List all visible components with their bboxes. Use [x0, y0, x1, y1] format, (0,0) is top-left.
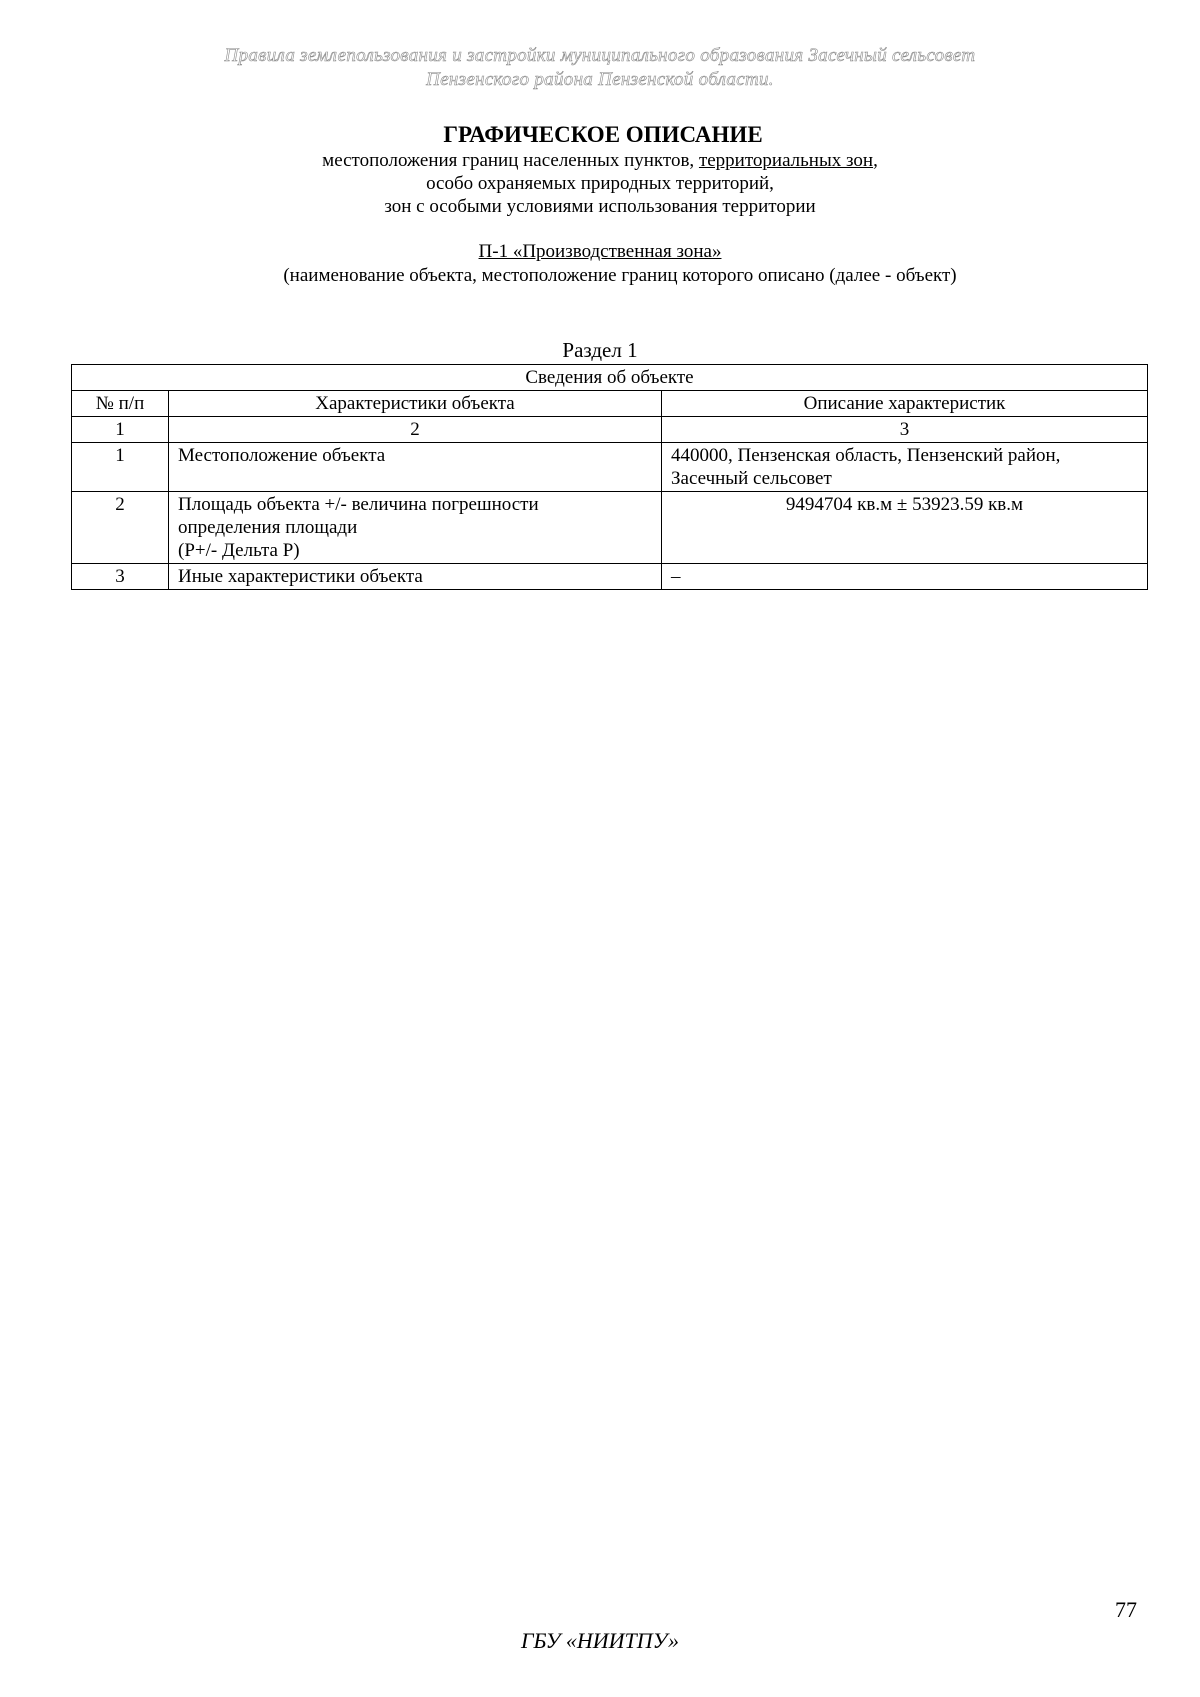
table-caption-row [72, 365, 1148, 391]
numbering-1: 1 [72, 417, 169, 443]
header-line-1: Правила землепользования и застройки муниципального образования Засечный сельсовет [224, 45, 976, 66]
row-value: 9494704 кв.м ± 53923.59 кв.м [662, 492, 1148, 564]
object-caption: (наименование объекта, местоположение границ которого описано (далее - объект) [283, 265, 957, 286]
section-title: Раздел 1 [562, 338, 638, 362]
numbering-2: 2 [169, 417, 662, 443]
table-row [72, 564, 1148, 590]
row-value: – [662, 564, 1148, 590]
row-name-line-2: определения площади [178, 517, 358, 538]
header-characteristics: Характеристики объекта [169, 391, 662, 417]
row-value: 440000, Пензенская область, Пензенский район, Засечный сельсовет [662, 443, 1148, 492]
table-header-row [72, 391, 1148, 417]
subtitle-line-1-a: местоположения границ населенных пунктов, [322, 150, 699, 171]
row-name-line-1: Площадь объекта +/- величина погрешности [178, 494, 539, 515]
subtitle-line-1-c: , [873, 150, 878, 171]
numbering-3: 3 [662, 417, 1148, 443]
object-name-text: П-1 «Производственная зона» [478, 241, 722, 262]
header-line-2: Пензенского района Пензенской области. [426, 69, 774, 90]
row-num: 3 [72, 564, 169, 590]
header-description: Описание характеристик [662, 391, 1148, 417]
table-numbering-row [72, 417, 1148, 443]
page-number: 77 [1115, 1597, 1137, 1622]
row-name: Местоположение объекта [169, 443, 662, 492]
subtitle-territorial-zones: территориальных зон [698, 150, 874, 171]
subtitle-line-3: зон с особыми условиями использования территории [384, 196, 816, 217]
header-num: № п/п [72, 391, 169, 417]
row-name [169, 492, 662, 564]
table-caption: Сведения об объекте [72, 365, 1148, 391]
table-row [72, 443, 1148, 492]
document-header [0, 44, 1200, 92]
subtitle-line-1 [0, 149, 1200, 172]
main-title: ГРАФИЧЕСКОЕ ОПИСАНИЕ [443, 122, 763, 147]
object-info-table [71, 364, 1148, 590]
footer-organization: ГБУ «НИИТПУ» [520, 1628, 680, 1653]
object-name [0, 240, 1200, 263]
table-row [72, 492, 1148, 564]
row-name: Иные характеристики объекта [169, 564, 662, 590]
row-name-line-3: (P+/- Дельта P) [178, 540, 300, 561]
row-num: 2 [72, 492, 169, 564]
row-num: 1 [72, 443, 169, 492]
subtitle-line-2: особо охраняемых природных территорий, [426, 173, 774, 194]
title-block [0, 121, 1200, 218]
